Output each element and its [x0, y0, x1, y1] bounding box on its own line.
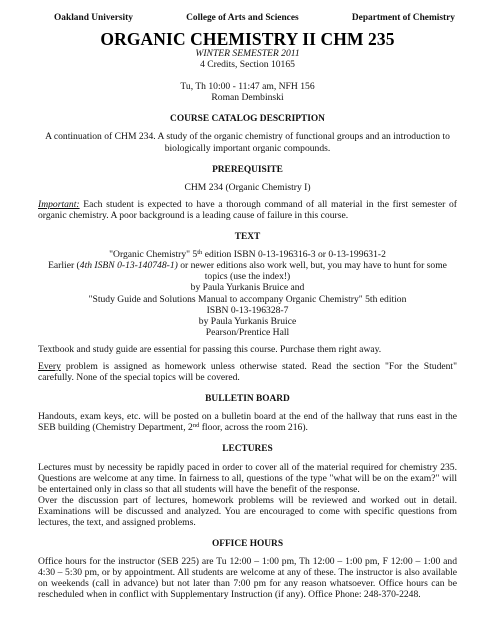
bulletin-text-b: floor, across the room 216).: [199, 422, 308, 434]
earlier-label: Earlier (: [48, 260, 80, 272]
important-text: Each student is expected to have a thorough command of all material in the first semester of organic chemistry. A poor background is a leading cause of failure in this course.: [38, 198, 457, 221]
study-guide-author: by Paula Yurkanis Bruice: [198, 315, 297, 327]
textbook-isbn: edition ISBN 0-13-196316-3 or 0-13-199631-2: [202, 249, 386, 261]
textbook-author: by Paula Yurkanis Bruice and: [190, 282, 305, 294]
bulletin-text: [38, 411, 457, 433]
earlier-isbn: 4th ISBN 0-13-140748-1): [79, 260, 178, 272]
department-name: Department of Chemistry: [351, 13, 455, 23]
study-guide-isbn: ISBN 0-13-196328-7: [206, 304, 289, 316]
bulletin-heading: BULLETIN BOARD: [205, 394, 290, 405]
text-heading: TEXT: [234, 232, 261, 243]
lectures-paragraph-2: Over the discussion part of lectures, homework problems will be reviewed and worked out in detail. Examinations will be discussed and analyzed. You are encouraged to come with specific questions from lectures, the text, and assigned problems.: [38, 494, 457, 528]
office-hours-heading: OFFICE HOURS: [211, 539, 284, 550]
lectures-heading: LECTURES: [222, 444, 273, 455]
homework-text: problem is assigned as homework unless otherwise stated. Read the section "For the Student" carefully. None of the special topics will be covered.: [38, 360, 457, 384]
prereq-heading: PREREQUISITE: [212, 164, 283, 175]
every-label: Every: [38, 360, 61, 372]
college-name: College of Arts and Sciences: [186, 13, 299, 23]
floor-superscript: nd: [192, 422, 200, 430]
textbook-line-1: [38, 249, 457, 260]
homework-note: [38, 361, 457, 383]
course-title: ORGANIC CHEMISTRY II CHM 235: [100, 29, 395, 49]
lectures-paragraph-1: Lectures must by necessity be rapidly paced in order to cover all of the material required for chemistry 235. Questions are welcome at any time. In fairness to all, questions of the type "what will be on the exam?" will be entertained only in class so that all students will have the benefit of the response.: [38, 461, 457, 495]
publisher: Pearson/Prentice Hall: [205, 326, 290, 338]
office-hours-text: Office hours for the instructor (SEB 225) are Tu 12:00 – 1:00 pm, Th 12:00 – 1:00 pm, F 12:00 – 1:00 and 4:30 – 5:30 pm, or by appointment. All students are welcome at any of these. The instructor is also available on weekends (call in advance) but not later than 7:00 pm for any reason whatsoever. Office hours can be rescheduled when in conflict with Supplementary Instruction (if any). Office Phone: 248-370-2248.: [38, 556, 457, 601]
earlier-note: or newer editions also work well, but, you may have to hunt for some topics (use the index!): [177, 260, 447, 283]
important-label: Important:: [38, 198, 80, 210]
important-note: [38, 199, 457, 221]
prereq-text: CHM 234 (Organic Chemistry I): [184, 181, 311, 193]
textbook-title: "Organic Chemistry" 5: [109, 249, 198, 261]
schedule-label: Tu, Th 10:00 - 11:47 am, NFH 156: [180, 81, 315, 93]
edition-superscript: th: [197, 249, 203, 257]
credits-label: 4 Credits, Section 10165: [200, 59, 295, 71]
textbook-note: Textbook and study guide are essential for passing this course. Purchase them right away.: [38, 343, 382, 355]
catalog-heading: COURSE CATALOG DESCRIPTION: [170, 114, 325, 125]
instructor-name: Roman Dembinski: [211, 92, 284, 104]
university-name: Oakland University: [54, 13, 133, 23]
catalog-text: A continuation of CHM 234. A study of the organic chemistry of functional groups and an introduction to biologically important organic compounds.: [45, 131, 450, 154]
textbook-line-2: [38, 260, 457, 282]
header-row: [38, 13, 457, 24]
bulletin-text-a: Handouts, exam keys, etc. will be posted on a bulletin board at the end of the hallway that runs east in the SEB building (Chemistry Department, 2: [38, 411, 457, 434]
study-guide-title: "Study Guide and Solutions Manual to accompany Organic Chemistry" 5th edition: [88, 293, 407, 305]
semester-label: WINTER SEMESTER 2011: [195, 48, 300, 59]
